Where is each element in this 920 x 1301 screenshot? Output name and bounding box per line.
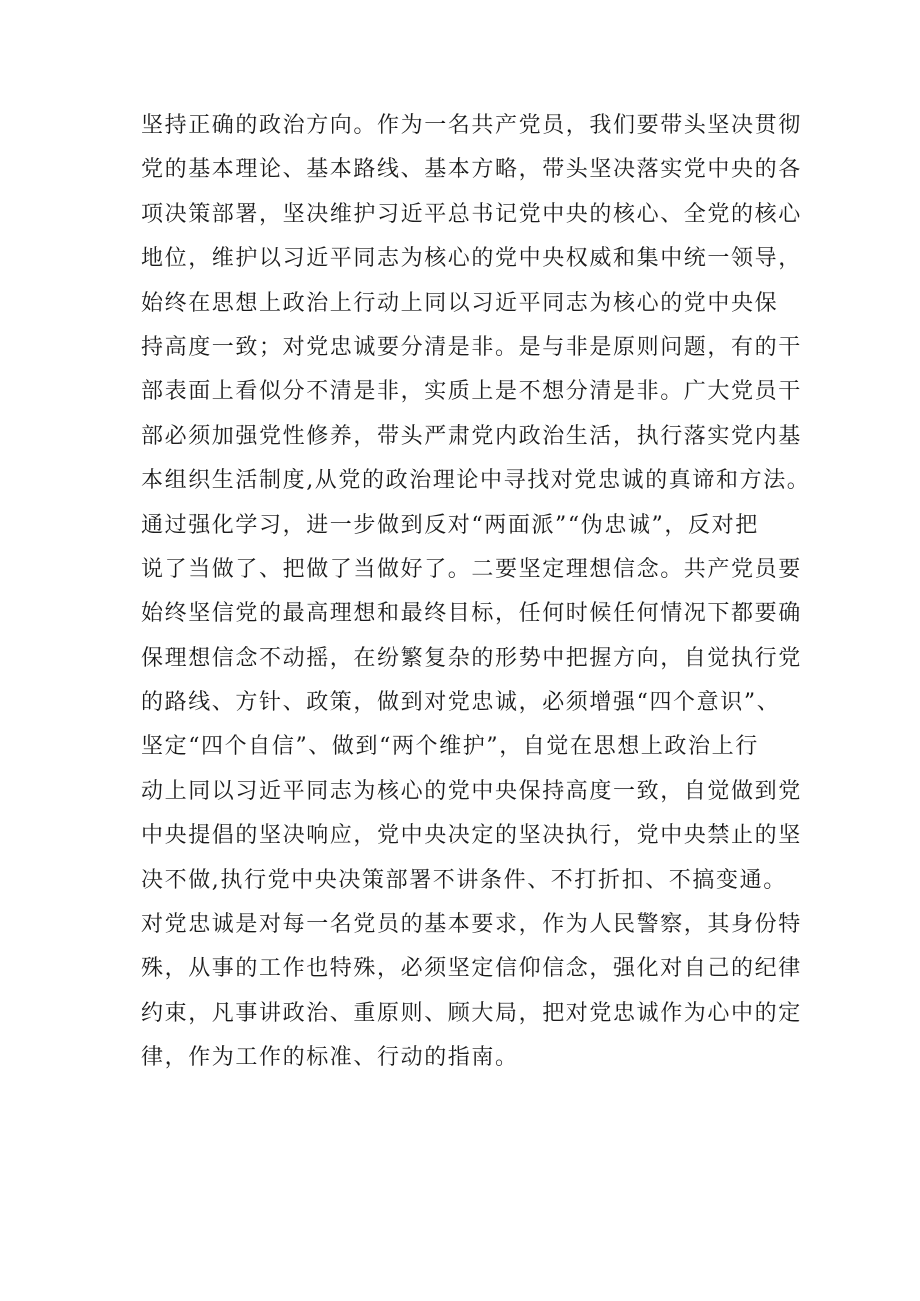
text-line: 动上同以习近平同志为核心的党中央保持高度一致，自觉做到党 (141, 778, 802, 804)
text-line: 说了当做了、把做了当做好了。二要坚定理想信念。共产党员要 (141, 556, 802, 582)
text-line: 的路线、方针、政策，做到对党忠诚，必须增强“四个意识”、 (141, 690, 781, 716)
text-line: 殊，从事的工作也特殊，必须坚定信仰信念，强化对自己的纪律 (141, 956, 802, 982)
text-line: 通过强化学习，进一步做到反对“两面派”“伪忠诚”，反对把 (141, 512, 759, 538)
text-line: 约束，凡事讲政治、重原则、顾大局，把对党忠诚作为心中的定 (141, 1000, 802, 1026)
text-line: 坚持正确的政治方向。作为一名共产党员，我们要带头坚决贯彻 (141, 113, 802, 138)
body-text (141, 104, 811, 1081)
text-line: 本组织生活制度,从党的政治理论中寻找对党忠诚的真谛和方法。 (141, 468, 811, 494)
text-line: 决不做,执行党中央决策部署不讲条件、不打折扣、不搞变通。 (141, 867, 787, 893)
text-line: 项决策部署，坚决维护习近平总书记党中央的核心、全党的核心 (141, 201, 802, 227)
text-line: 坚定“四个自信”、做到“两个维护”，自觉在思想上政治上行 (141, 734, 759, 760)
text-line: 地位，维护以习近平同志为核心的党中央权威和集中统一领导， (141, 246, 802, 272)
text-line: 始终坚信党的最高理想和最终目标，任何时候任何情况下都要确 (141, 601, 802, 627)
text-line: 律，作为工作的标准、行动的指南。 (141, 1045, 519, 1071)
text-line: 持高度一致；对党忠诚要分清是非。是与非是原则问题，有的干 (141, 334, 802, 360)
text-line: 中央提倡的坚决响应，党中央决定的坚决执行，党中央禁止的坚 (141, 823, 802, 849)
text-line: 党的基本理论、基本路线、基本方略，带头坚决落实党中央的各 (141, 157, 802, 183)
text-line: 部表面上看似分不清是非，实质上是不想分清是非。广大党员干 (141, 379, 802, 405)
text-line: 部必须加强党性修养，带头严肃党内政治生活，执行落实党内基 (141, 423, 802, 449)
text-line: 保理想信念不动摇，在纷繁复杂的形势中把握方向，自觉执行党 (141, 645, 802, 671)
text-line: 始终在思想上政治上行动上同以习近平同志为核心的党中央保 (141, 290, 779, 316)
text-line: 对党忠诚是对每一名党员的基本要求，作为人民警察，其身份特 (141, 912, 802, 938)
